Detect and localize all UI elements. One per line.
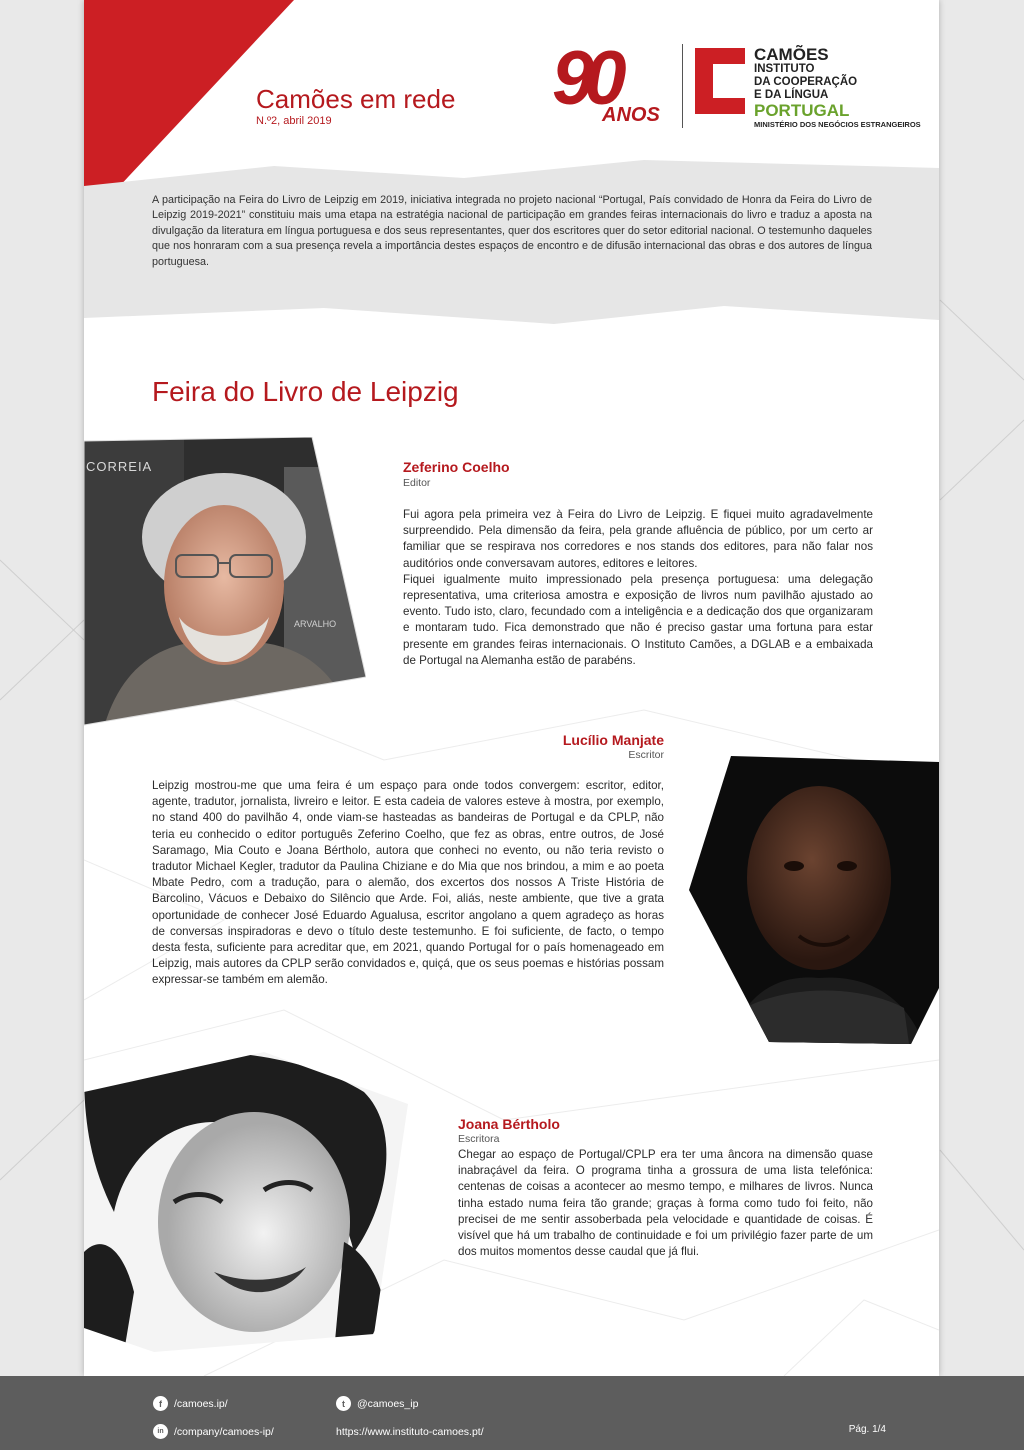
issue-date: N.º2, abril 2019 (256, 115, 332, 127)
twitter-link[interactable] (336, 1396, 418, 1411)
photo-lucilio-manjate (689, 756, 939, 1044)
newsletter-page (84, 0, 939, 1376)
facebook-link[interactable] (153, 1396, 228, 1411)
logo-lingua: E DA LÍNGUA (754, 89, 829, 101)
logo-anos: ANOS (602, 104, 660, 126)
role-zeferino-coelho: Editor (403, 477, 431, 489)
camoes-90-anos-logo (552, 36, 921, 132)
name-zeferino-coelho: Zeferino Coelho (403, 459, 510, 475)
logo-separator (682, 44, 683, 128)
paragraph: Chegar ao espaço de Portugal/CPLP era ter uma âncora na dimensão quase inabraçável da feira. O programa tinha a grossura de uma lista telefónica: centenas de coisas a acontecer ao mesmo tempo, e milhares de livros. Nunca tinha estado numa feira tão grande; graças à forma como tudo foi feito, não precisei de me sentir assoberbada pela velocidade e quantidade de coisas. É visível que há um trabalho de continuidade e foi um privilégio fazer parte de um dos muitos momentos desse caudal que já flui. (458, 1148, 873, 1259)
intro-text: A participação na Feira do Livro de Leipzig em 2019, iniciativa integrada no projeto nacional “Portugal, País convidado de Honra da Feira do Livro de Leipzig 2019-2021” constituiu mais uma etapa na estratégia nacional de participação em grandes feiras internacionais do livro e traduz a aposta na divulgação da literatura em língua portuguesa e dos seus representantes, quer dos escritores quer do setor editorial nacional. O testemunho daqueles que nos honraram com a sua presença revela a importância destes espaços de encontro e de difusão internacional das obras e dos autores de língua portuguesa. (152, 194, 872, 268)
twitter-handle: @camoes_ip (357, 1397, 419, 1410)
logo-90: 90 (552, 36, 617, 121)
name-lucilio-manjate: Lucílio Manjate (562, 732, 664, 748)
linkedin-icon: in (153, 1424, 168, 1439)
photo-sign-correia: CORREIA (86, 459, 153, 474)
logo-instituto: INSTITUTO (754, 63, 815, 75)
section-title: Feira do Livro de Leipzig (152, 376, 459, 407)
photo-joana-bertholo (84, 1052, 408, 1352)
paragraph: Leipzig mostrou-me que uma feira é um espaço para onde todos convergem: escritor, editor, agente, tradutor, jornalista, livreiro e leitor. E esta cadeia de valores esteve à mostra, por exemplo, no stand 400 do pavilhão 4, onde viam-se hasteadas as bandeiras de Portugal e da CPLP, não teria eu conhecido o editor português Zeferino Coelho, que fez as obras, entre outros, de José Saramago, Mia Couto e Joana Bértholo, autora que conheci no evento, ou não teria revisto o tradutor Michael Kegler, tradutor da Paulina Chiziane e do Mia que nos brindou, a mim e ao poeta Mbate Pedro, com a tradução, para o alemão, dos excertos dos nossos A Triste História de Barcolino, Vácuos e Debaixo do Silêncio que Arde. Foi, aliás, neste ambiente, que tive a grata oportunidade de conhecer José Eduardo Agualusa, escritor angolano a quem agradeço as horas de conversas inspiradoras e devo o título deste testemunho. E foi suficiente, de facto, o tempo desta festa, suficiente para acreditar que, em 2021, quando Portugal for o país homenageado em Leipzig, mais autores da CPLP serão convidados e, quiçá, que os seus poemas e histórias possam expressar-se também em alemão. (152, 779, 664, 987)
page-number: Pág. 1/4 (848, 1424, 886, 1435)
testimony-joana-bertholo (458, 1147, 873, 1260)
paragraph: Fiquei igualmente muito impressionado pela presença portuguesa: uma delegação representativa, uma criteriosa amostra e exposição de livros num pavilhão ajustado ao evento. Tudo isto, claro, fecundado com a inteligência e a dedicação dos que organizaram e montaram tudo. Fica demonstrado que não é preciso gastar uma fortuna para estar presente em grandes feiras internacionais. O Instituto Camões, a DGLAB e a embaixada de Portugal na Alemanha estão de parabéns. (403, 572, 873, 667)
role-joana-bertholo: Escritora (458, 1133, 500, 1145)
facebook-handle: /camoes.ip/ (174, 1397, 228, 1410)
paragraph: Fui agora pela primeira vez à Feira do Livro de Leipzig. E fiquei muito agradavelmente surpreendido. Pela dimensão da feira, pela grande afluência de público, por um certo ar familiar que se respirava nos corredores e nos stands dos editores, para não falar nos auditórios onde conversavam autores, editores e leitores. (403, 508, 873, 570)
role-lucilio-manjate: Escritor (628, 749, 664, 761)
testimony-lucilio-manjate (152, 778, 664, 989)
footer (0, 1376, 1024, 1450)
newsletter-title: Camões em rede (256, 84, 456, 114)
camoes-c-icon (695, 48, 745, 114)
photo-zeferino-coelho (84, 437, 366, 727)
logo-ministerio: MINISTÉRIO DOS NEGÓCIOS ESTRANGEIROS (754, 120, 921, 129)
linkedin-handle: /company/camoes-ip/ (174, 1425, 274, 1438)
logo-portugal: PORTUGAL (754, 101, 850, 120)
facebook-icon: f (153, 1396, 168, 1411)
logo-cooperacao: DA COOPERAÇÃO (754, 76, 858, 88)
logo-text (754, 46, 921, 130)
photo-sign-arvalho: ARVALHO (294, 619, 337, 629)
twitter-icon: t (336, 1396, 351, 1411)
linkedin-link[interactable] (153, 1424, 274, 1439)
logo-camoes: CAMÕES (754, 45, 829, 64)
website-link[interactable] (336, 1426, 484, 1438)
testimony-zeferino-coelho (403, 507, 873, 669)
website-url: https://www.instituto-camoes.pt/ (336, 1426, 484, 1438)
name-joana-bertholo: Joana Bértholo (458, 1116, 560, 1132)
